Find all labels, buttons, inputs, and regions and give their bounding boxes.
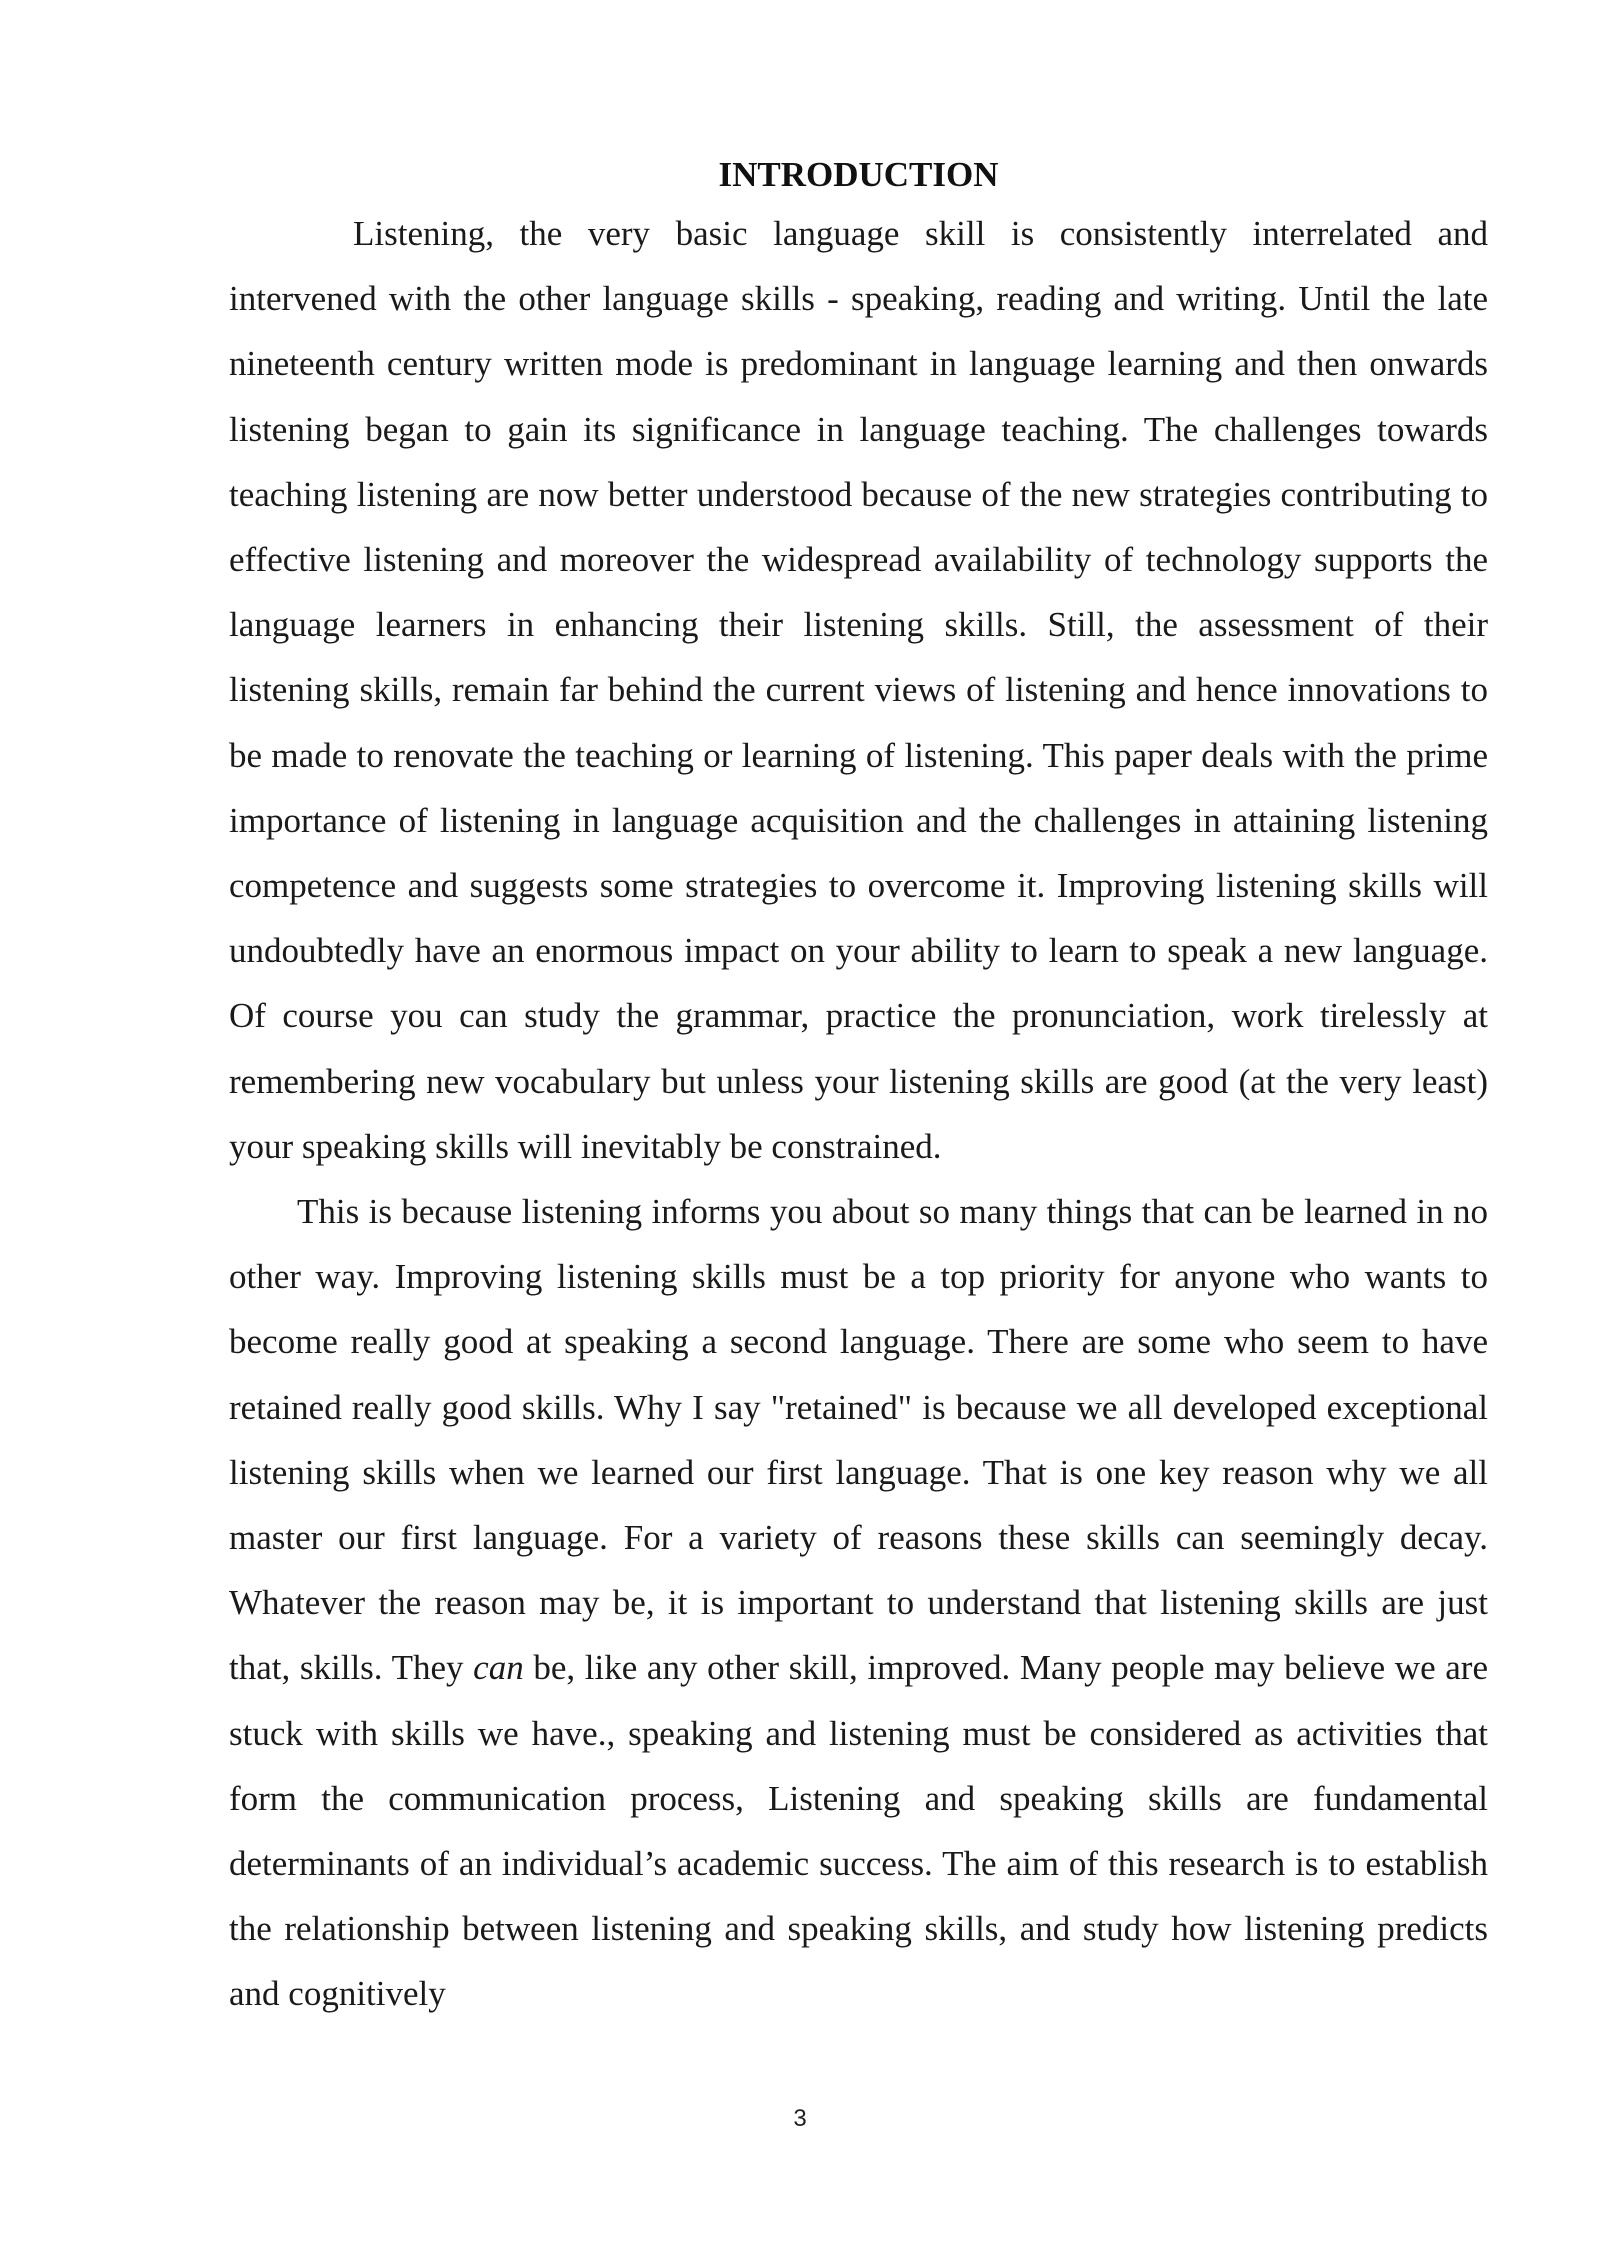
page-number: 3 (793, 2105, 807, 2132)
paragraph-2-italic-word: can (473, 1648, 524, 1688)
paragraph-2 (229, 1179, 1488, 2027)
paragraph-2-text-start: This is because listening informs you about so many things that can be learned in no other way. Improving listening skills must be a top priority for anyone who wants to become really good at speaking a second language. There are some who seem to have retained really good skills. Why I say "retained" is because we all developed exceptional listening skills when we learned our first language. That is one key reason why we all master our first language. For a variety of reasons these skills can seemingly decay. Whatever the reason may be, it is important to understand that listening skills are just that, skills. They (229, 1192, 1488, 1688)
paragraph-1: Listening, the very basic language skill is consistently interrelated and intervened with the other language skills - speaking, reading and writing. Until the late nineteenth century written mode is predominant in language learning and then onwards listening began to gain its significance in language teaching. The challenges towards teaching listening are now better understood because of the new strategies contributing to effective listening and moreover the widespread availability of technology supports the language learners in enhancing their listening skills. Still, the assessment of their listening skills, remain far behind the current views of listening and hence innovations to be made to renovate the teaching or learning of listening. This paper deals with the prime importance of listening in language acquisition and the challenges in attaining listening competence and suggests some strategies to overcome it. Improving listening skills will undoubtedly have an enormous impact on your ability to learn to speak a new language. Of course you can study the grammar, practice the pronunciation, work tirelessly at remembering new vocabulary but unless your listening skills are good (at the very least) your speaking skills will inevitably be constrained. (229, 214, 1488, 1166)
paragraph-2-text-end: be, like any other skill, improved. Many people may believe we are stuck with skills we have., speaking and listening must be considered as activities that form the communication process, Listening and speaking skills are fundamental determinants of an individual’s academic success. The aim of this research is to establish the relationship between listening and speaking skills, and study how listening predicts and cognitively (229, 1648, 1488, 2014)
section-heading: INTRODUCTION (718, 155, 999, 194)
page-body (229, 150, 1488, 2027)
